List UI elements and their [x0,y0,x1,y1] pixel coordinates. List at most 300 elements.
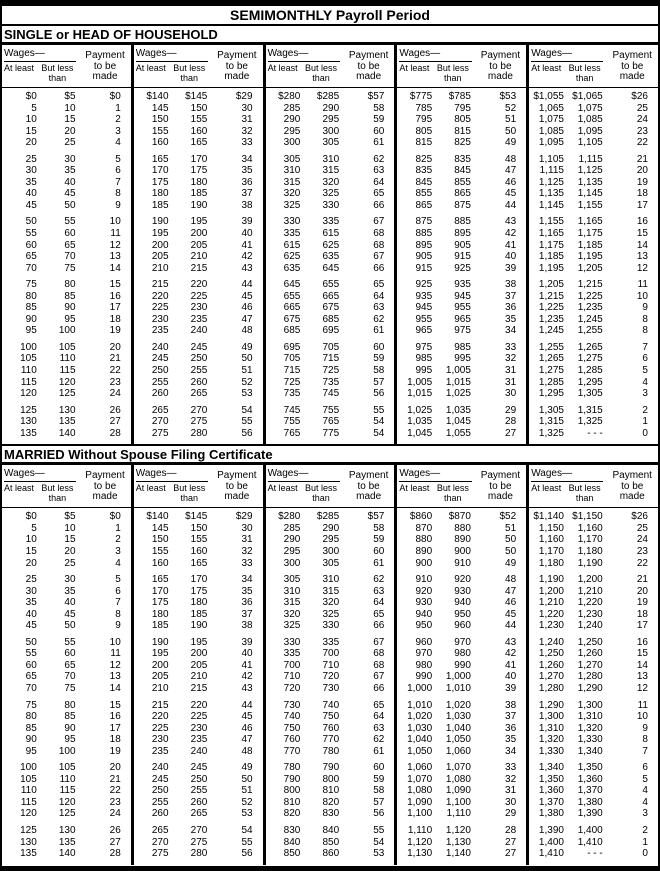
table-row [397,291,526,303]
column-group-5 [529,465,658,864]
table-row [2,597,131,609]
cell-but-less-than: 320 [322,597,340,609]
cell-payment: 14 [636,239,648,251]
cell-but-less-than: 980 [454,648,471,660]
cell-payment: 63 [373,165,385,177]
cell-payment: 37 [241,608,253,620]
cell-at-least: 970 [415,648,433,660]
cell-but-less-than: 120 [58,796,76,808]
cell-payment: 64 [373,176,385,188]
cell-but-less-than: 65 [64,659,76,671]
payment-header-line: to be [489,60,512,72]
cell-payment: 41 [241,659,253,671]
cell-payment: 47 [505,585,517,597]
cell-at-least: 1,020 [407,711,433,723]
table-row [397,279,526,291]
cell-payment: 23 [636,545,648,557]
table-row [397,746,526,758]
cell-payment: 32 [241,545,253,557]
cell-payment: 55 [373,404,385,416]
cell-but-less-than: 150 [190,102,208,114]
cell-payment: 66 [373,199,385,211]
table-row [529,137,658,149]
cell-payment: 63 [373,722,385,734]
table-row [134,126,263,138]
cell-but-less-than: 1,195 [577,251,603,263]
cell-at-least: 1,165 [538,228,564,240]
cell-payment: 63 [373,302,385,314]
table-row [397,377,526,389]
cell-at-least: 865 [415,199,433,211]
cell-payment: 47 [241,734,253,746]
cell-but-less-than: 1,305 [577,388,603,400]
row-block [266,637,395,695]
cell-at-least: 885 [415,228,433,240]
cell-but-less-than: 1,330 [577,734,603,746]
cell-but-less-than: 1,135 [577,176,603,188]
cell-but-less-than: 1,400 [577,824,603,836]
cell-payment: 28 [505,824,517,836]
cell-payment: 44 [241,699,253,711]
table-row [134,325,263,337]
table-row [529,353,658,365]
cell-but-less-than: 1,100 [445,796,471,808]
table-row [397,825,526,837]
cell-but-less-than: 1,110 [446,808,471,820]
cell-payment: 60 [373,125,385,137]
cell-payment: 3 [642,388,648,400]
but-less-than-header: But less than [436,483,469,503]
cell-but-less-than: 1,215 [577,279,603,291]
cell-at-least: 1,065 [538,102,564,114]
cell-payment: 30 [241,522,253,534]
cell-but-less-than: 175 [190,165,208,177]
cell-but-less-than: 200 [190,228,208,240]
cell-at-least: 870 [415,522,433,534]
cell-but-less-than: 140 [58,427,76,439]
cell-at-least: 70 [25,262,37,274]
table-row [266,734,395,746]
table-row [397,200,526,212]
payment-to-be-made-header [79,47,131,87]
payment-header-line: to be [357,480,380,492]
cell-but-less-than: 165 [190,137,208,149]
cell-but-less-than: 215 [190,262,208,274]
table-row [266,711,395,723]
cell-payment: 7 [642,341,648,353]
cell-at-least: 1,215 [538,290,564,302]
cell-at-least: 1,005 [407,376,433,388]
cell-but-less-than: 255 [190,365,208,377]
cell-but-less-than: 635 [322,251,340,263]
table-groups [2,45,658,444]
cell-but-less-than: 1,085 [577,114,603,126]
cell-at-least: 30 [25,585,37,597]
cell-at-least: 335 [283,228,301,240]
table-row [266,808,395,820]
cell-at-least: 905 [415,251,433,263]
cell-but-less-than: 325 [322,188,340,200]
cell-at-least: 15 [25,125,37,137]
cell-at-least: 160 [151,557,169,569]
cell-payment: 22 [109,365,121,377]
column-group-3 [266,465,398,864]
column-group-header [529,465,658,508]
cell-at-least: 1,150 [538,522,564,534]
cell-but-less-than: 625 [322,239,340,251]
cell-but-less-than: 1,070 [445,762,471,774]
wages-header [397,47,474,87]
cell-but-less-than: 725 [322,365,340,377]
table-row [266,263,395,275]
cell-at-least: 835 [415,165,433,177]
cell-payment: 15 [109,279,121,291]
table-row [529,216,658,228]
table-row [397,700,526,712]
table-row [529,428,658,440]
cell-but-less-than: 230 [190,302,208,314]
cell-payment: 67 [373,216,385,228]
wages-subheaders [136,482,211,503]
table-row [2,377,131,389]
payment-to-be-made-header [606,467,658,507]
cell-payment: 7 [115,176,121,188]
table-row [2,774,131,786]
cell-at-least: 135 [20,848,37,860]
cell-but-less-than: 1,360 [577,773,603,785]
cell-but-less-than: 1,325 [577,416,603,428]
cell-but-less-than: 810 [322,785,340,797]
table-row [134,671,263,683]
cell-payment: 28 [109,427,121,439]
cell-payment: 8 [642,325,648,337]
table-row [397,534,526,546]
table-row [134,428,263,440]
cell-payment: 10 [109,216,121,228]
cell-at-least: 1,160 [538,534,564,546]
column-group-header [266,45,395,88]
table-row [266,200,395,212]
table-row [134,711,263,723]
cell-at-least: 35 [25,176,37,188]
cell-at-least: 315 [283,597,301,609]
cell-payment: 1 [115,102,121,114]
table-row [2,91,131,103]
cell-payment: 24 [109,388,121,400]
table-row [134,388,263,400]
cell-but-less-than: 960 [454,620,471,632]
table-row [529,746,658,758]
cell-at-least: 740 [283,711,301,723]
cell-but-less-than: 60 [64,228,76,240]
table-row [529,126,658,138]
cell-at-least: 180 [151,608,169,620]
cell-payment: 42 [505,228,517,240]
cell-but-less-than: 80 [64,699,76,711]
cell-payment: 57 [373,796,385,808]
table-row [266,671,395,683]
cell-at-least: 40 [25,608,37,620]
cell-but-less-than: 20 [64,125,76,137]
table-row [134,511,263,523]
cell-payment: 47 [241,313,253,325]
cell-but-less-than: 1,260 [577,648,603,660]
row-block [266,405,395,440]
cell-at-least: 315 [283,176,301,188]
section-married [2,444,658,864]
cell-at-least: 110 [20,785,37,797]
cell-at-least: 1,025 [407,404,433,416]
table-row [529,165,658,177]
table-row [266,91,395,103]
column-group-2 [134,45,266,444]
page-title: SEMIMONTHLY Payroll Period [2,6,658,26]
at-least-header: At least [399,483,430,494]
cell-but-less-than: 1,165 [577,216,603,228]
table-row [134,808,263,820]
table-row [134,240,263,252]
cell-payment: 21 [109,773,121,785]
row-block [529,154,658,212]
table-row [529,683,658,695]
row-block [529,762,658,820]
column-group-header [397,465,526,508]
cell-at-least: 1,080 [407,785,433,797]
table-row [266,405,395,417]
table-row [529,711,658,723]
cell-but-less-than: 1,350 [577,762,603,774]
cell-payment: 31 [241,114,253,126]
cell-at-least: 845 [415,176,433,188]
table-row [397,314,526,326]
cell-at-least: 290 [283,534,301,546]
table-row [2,325,131,337]
row-block [134,405,263,440]
cell-at-least: 1,155 [538,216,564,228]
table-row [397,546,526,558]
cell-at-least: 1,200 [538,585,564,597]
table-row [397,428,526,440]
cell-at-least: 230 [151,313,169,325]
cell-at-least: 105 [20,773,37,785]
cell-payment: 9 [642,722,648,734]
payment-header-line: made [487,491,513,503]
cell-at-least: 190 [151,636,169,648]
cell-payment: 2 [115,114,121,126]
cell-payment: 26 [109,824,121,836]
table-row [529,416,658,428]
cell-at-least: 80 [25,711,37,723]
cell-but-less-than: 250 [190,773,208,785]
table-row [2,660,131,672]
cell-at-least: 1,225 [538,302,564,314]
cell-at-least: $0 [25,511,37,523]
bottom-border-bar [2,866,658,871]
cell-at-least: 1,070 [407,773,433,785]
cell-at-least: 855 [415,188,433,200]
cell-at-least: 795 [415,114,433,126]
wages-header [266,467,343,507]
section-single [2,26,658,444]
cell-but-less-than: 185 [190,188,208,200]
cell-at-least: 95 [25,745,37,757]
payment-header-line: to be [621,60,644,72]
cell-but-less-than: 260 [190,376,208,388]
cell-at-least: 10 [25,534,37,546]
table-row [134,228,263,240]
cell-but-less-than: 1,090 [445,785,471,797]
cell-at-least: 210 [151,262,169,274]
but-less-than-header: But less than [41,63,74,83]
table-row [529,586,658,598]
payment-header-line: made [356,71,382,82]
cell-payment: 34 [505,745,517,757]
cell-payment: 62 [373,574,385,586]
column-group-header [2,465,131,508]
table-row [529,342,658,354]
table-row [397,808,526,820]
cell-at-least: 180 [151,188,169,200]
table-row [397,734,526,746]
cell-at-least: 1,040 [407,734,433,746]
cell-but-less-than: 925 [454,262,471,274]
cell-at-least: 1,110 [407,824,433,836]
table-row [266,342,395,354]
cell-but-less-than: 845 [454,165,471,177]
row-block [397,216,526,274]
cell-at-least: 330 [283,216,301,228]
cell-payment: 38 [505,279,517,291]
table-row [134,154,263,166]
but-less-than-header: But less than [173,483,206,503]
cell-payment: 53 [241,388,253,400]
table-row [529,574,658,586]
table-row [397,660,526,672]
cell-at-least: 1,320 [538,734,564,746]
cell-at-least: 125 [20,404,37,416]
cell-payment: 21 [636,153,648,165]
cell-payment: 66 [373,262,385,274]
cell-at-least: 270 [151,416,169,428]
table-row [134,405,263,417]
cell-but-less-than: $785 [448,91,471,102]
cell-but-less-than: 1,015 [445,376,471,388]
cell-but-less-than: 230 [190,722,208,734]
wages-label: Wages— [399,48,471,62]
cell-but-less-than: 1,180 [577,545,603,557]
cell-payment: 16 [109,290,121,302]
table-row [134,165,263,177]
cell-but-less-than: 865 [454,188,471,200]
cell-but-less-than: 205 [190,659,208,671]
cell-but-less-than: 855 [454,176,471,188]
payment-to-be-made-header [475,47,527,87]
cell-at-least: 30 [25,165,37,177]
cell-at-least: 330 [283,636,301,648]
cell-payment: 10 [636,711,648,723]
cell-at-least: 665 [283,302,301,314]
payment-header-line: made [356,491,382,503]
cell-payment: 14 [636,659,648,671]
cell-payment: 58 [373,785,385,797]
cell-payment: 4 [115,137,121,149]
cell-but-less-than: 1,250 [577,636,603,648]
cell-payment: 18 [636,188,648,200]
cell-at-least: 1,030 [407,722,433,734]
cell-payment: 39 [505,262,517,274]
table-row [529,325,658,337]
payment-to-be-made-header [606,47,658,87]
cell-payment: 21 [109,353,121,365]
cell-but-less-than: 715 [322,353,340,365]
cell-payment: 8 [642,313,648,325]
payment-header-line: to be [489,480,512,492]
cell-but-less-than: 975 [454,325,471,337]
table-row [134,353,263,365]
table-row [2,523,131,535]
cell-but-less-than: 1,315 [577,404,603,416]
table-row [2,216,131,228]
table-groups [2,465,658,864]
cell-but-less-than: 1,225 [577,290,603,302]
cell-payment: 54 [373,416,385,428]
cell-but-less-than: 310 [322,574,340,586]
cell-but-less-than: 930 [454,585,471,597]
cell-payment: 65 [373,699,385,711]
cell-payment: $0 [109,511,121,523]
table-row [266,314,395,326]
wages-label: Wages— [268,48,340,62]
cell-at-least: 1,230 [538,620,564,632]
table-row [2,683,131,695]
wages-label: Wages— [4,468,76,482]
cell-but-less-than: 1,310 [577,711,603,723]
cell-but-less-than: 860 [322,848,340,860]
cell-payment: $53 [499,91,517,102]
cell-payment: 58 [373,365,385,377]
cell-but-less-than: 705 [322,341,340,353]
table-row [529,523,658,535]
table-row [2,558,131,570]
table-row [2,154,131,166]
cell-at-least: 100 [20,341,37,353]
row-block [266,574,395,632]
cell-at-least: 275 [151,848,169,860]
table-row [397,263,526,275]
cell-at-least: 230 [151,734,169,746]
cell-at-least: 1,205 [538,279,564,291]
cell-at-least: 1,180 [538,557,564,569]
column-group-body [397,88,526,444]
cell-at-least: 1,275 [538,365,564,377]
cell-payment: 3 [115,545,121,557]
cell-at-least: 115 [20,796,37,808]
cell-but-less-than: 1,295 [577,376,603,388]
row-block [529,700,658,758]
cell-payment: 45 [505,608,517,620]
table-row [529,700,658,712]
row-block [134,511,263,569]
table-row [529,177,658,189]
cell-payment: 34 [505,325,517,337]
cell-but-less-than: 190 [190,199,208,211]
cell-at-least: 830 [283,824,301,836]
cell-at-least: 80 [25,290,37,302]
payment-header-line: to be [93,60,117,72]
cell-at-least: $140 [146,91,169,102]
row-block [134,762,263,820]
cell-but-less-than: 90 [64,722,76,734]
